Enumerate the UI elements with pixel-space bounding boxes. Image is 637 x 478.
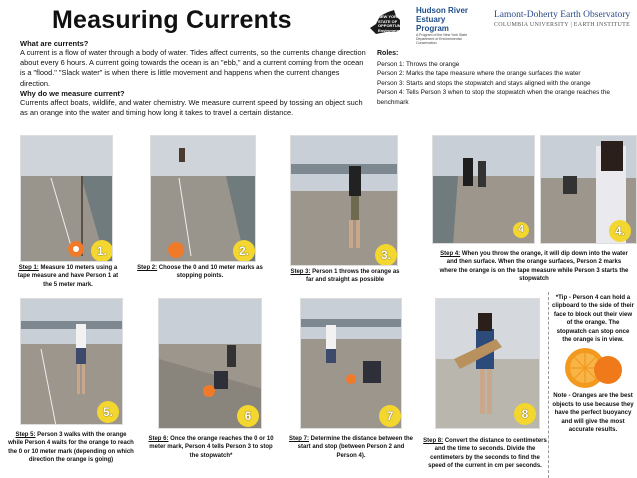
step-text: Once the orange reaches the 0 or 10 meter mark, Person 4 tells Person 3 to stop the stopwatch* (149, 436, 274, 459)
orange-slice-icon (563, 346, 623, 390)
step2-caption (136, 264, 264, 281)
intro-section (20, 39, 370, 118)
roles-heading: Roles: (377, 50, 399, 57)
step-number-badge: 5. (97, 401, 119, 423)
step4-photo-a (432, 135, 535, 244)
step-label: Step 8: (423, 438, 444, 444)
step-number-badge: 6 (237, 405, 259, 427)
ldeo-name: Lamont-Doherty Earth Observatory (494, 10, 631, 20)
step-label: Step 3: (290, 269, 311, 275)
step-number-badge: 3. (375, 244, 397, 266)
step3-caption (290, 268, 400, 285)
intro-para-what: A current is a flow of water through a body of water. Tides affect currents, so the currents change direction about every 6 hours. A current going towards the ocean is an "ebb," and a current coming from the ocean is a "flood." "Slack water" is when there is little movement and happens when the current changes direction. (20, 48, 366, 88)
tip-note: Note - Oranges are the best objects to use because they have the perfect buoyancy and will give the most accurate results. (552, 392, 634, 434)
step1-photo (20, 135, 113, 262)
step-number-badge: 4 (513, 222, 529, 238)
step4-caption (438, 250, 630, 283)
role-item: Person 3: Starts and stops the stopwatch and stays aligned with the orange (377, 79, 591, 87)
step-text: When you throw the orange, it will dip down into the water and then surface. When the orange surfaces, Person 2 marks where the orange is on the tape measure while Person 3 starts the stopwatch (439, 251, 629, 282)
hrep-name2: Estuary Program (416, 15, 449, 33)
step6-photo (158, 298, 262, 429)
step-label: Step 6: (148, 436, 169, 442)
nys-logo-line2: STATE OF OPPORTUNITY (378, 18, 407, 28)
step-label: Step 5: (15, 432, 36, 438)
tip-panel (548, 292, 637, 478)
intro-heading-why: Why do we measure current? (20, 88, 125, 98)
role-item: Person 4: Tells Person 3 when to stop the stopwatch when the orange reaches the benchmark (377, 89, 610, 106)
step-text: Choose the 0 and 10 meter marks as stopping points. (157, 265, 263, 280)
step6-caption (148, 435, 274, 460)
step-number-badge: 7 (379, 405, 401, 427)
step1-caption (16, 264, 120, 289)
roles-section (377, 49, 632, 108)
step-text: Determine the distance between the start and stop (between Person 2 and Person 4). (297, 436, 414, 459)
step-text: Person 1 throws the orange as far and straight as possible (305, 269, 400, 284)
step-label: Step 4: (440, 251, 461, 257)
step-number-badge: 1. (91, 240, 113, 262)
step4-photo-b (540, 135, 637, 244)
step8-caption (422, 437, 548, 470)
step8-photo (435, 298, 540, 429)
step7-caption (288, 435, 414, 460)
tip-text: *Tip - Person 4 can hold a clipboard to the side of their face to block out their view of the orange. The stopwatch can stop once the orange is in view. (552, 294, 634, 344)
hrep-logo (416, 6, 480, 45)
step-label: Step 2: (137, 265, 158, 271)
step7-photo (300, 298, 402, 429)
nys-dec-logo (366, 6, 414, 40)
nys-logo-line3: Environmental Conservation (378, 27, 406, 37)
step-number-badge: 2. (233, 240, 255, 262)
step5-caption (8, 431, 134, 464)
ldeo-sub: COLUMBIA UNIVERSITY | EARTH INSTITUTE (494, 22, 631, 28)
step-text: Person 3 walks with the orange while Person 4 waits for the orange to reach the 0 or 10 meter mark (depending on which direction the orange is going) (8, 432, 134, 463)
step-number-badge: 8 (514, 403, 536, 425)
step-text: Measure 10 meters using a tape measure and have Person 1 at the 5 meter mark. (17, 265, 119, 288)
intro-heading-what: What are currents? (20, 39, 89, 48)
step-number-badge: 4. (609, 220, 631, 242)
hrep-tagline: A Program of the New York State Department of Environmental Conservation (416, 33, 468, 45)
step-text: Convert the distance to centimeters and the time to seconds. Divide the centimeters by the seconds to find the speed of the current in cm per seconds. (428, 438, 547, 469)
step-label: Step 1: (18, 265, 39, 271)
role-item: Person 2: Marks the tape measure where the orange surfaces the water (377, 70, 581, 78)
page-title: Measuring Currents (52, 6, 292, 34)
hrep-name1: Hudson River (416, 6, 469, 15)
ldeo-logo (494, 10, 634, 30)
role-item: Person 1: Throws the orange (377, 60, 460, 68)
intro-para-why: Currents affect boats, wildlife, and water chemistry. We measure current speed by tossing an object such as an orange into the water and timing how long it takes to travel a certain distance. (20, 97, 363, 118)
nys-logo-line1: NEW YORK (378, 14, 400, 19)
step3-photo (290, 135, 398, 266)
step2-photo (150, 135, 256, 262)
step5-photo (20, 298, 123, 425)
step-label: Step 7: (288, 436, 309, 442)
